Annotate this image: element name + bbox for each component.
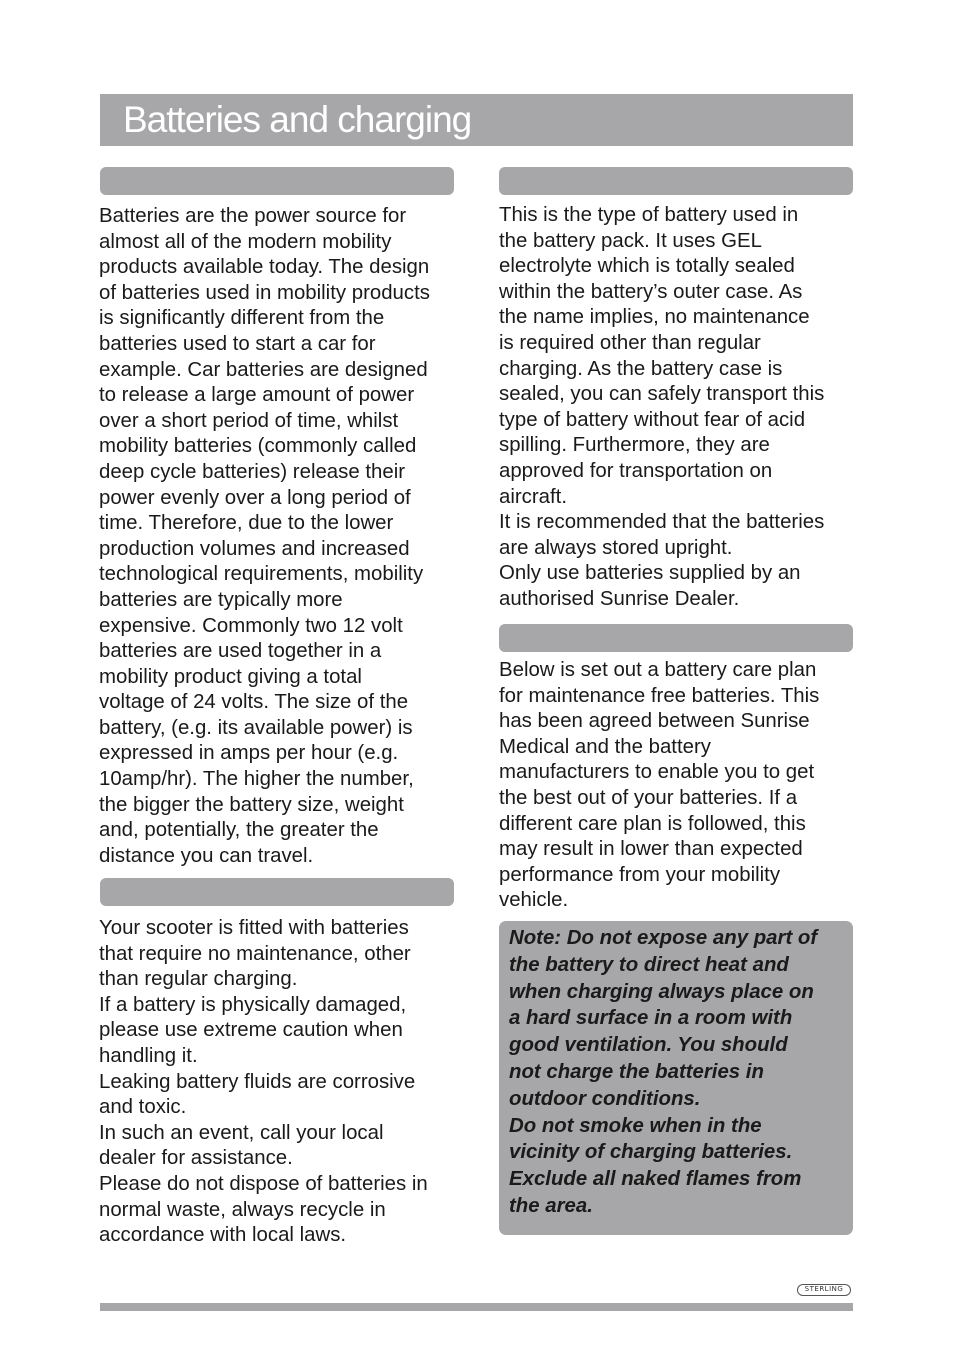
safety-note-box	[499, 921, 853, 1235]
page-title: Batteries and charging	[123, 99, 472, 140]
sterling-logo: STERLING	[797, 1284, 851, 1296]
right-section2-heading-bar	[499, 624, 853, 652]
right-section2-text: Below is set out a battery care plan for maintenance free batteries. This has been agreed between Sunrise Medical and the battery manufacturers to enable you to get the best out of your batteries. If a different care plan is followed, this may result in lower than expected performance from your mobility vehicle.	[499, 659, 820, 912]
left-section1-heading-bar	[100, 167, 454, 195]
left-section2-heading-bar	[100, 878, 454, 906]
title-bar	[100, 94, 853, 146]
safety-note-text: Note: Do not expose any part of the battery to direct heat and when charging always place on a hard surface in a room with good ventilation. You should not charge the batteries in outdoor conditions. Do not smoke when in the vicinity of charging batteries. Exclude all naked flames from the area.	[509, 927, 818, 1217]
left-section2-text: Your scooter is fitted with batteries that require no maintenance, other than regular charging. If a battery is physically damaged, please use extreme caution when handling it. Leaking battery fluids are corrosive and toxic. In such an event, call your local dealer for assistance. Please do not dispose of batteries in normal waste, always recycle in accordance with local laws.	[99, 917, 428, 1247]
left-section1-text: Batteries are the power source for almost all of the modern mobility products available today. The design of batteries used in mobility products is significantly different from the batteries used to start a car for example. Car batteries are designed to release a large amount of power over a short period of time, whilst mobility batteries (commonly called deep cycle batteries) release their power evenly over a long period of time. Therefore, due to the lower production volumes and increased technological requirements, mobility batteries are typically more expensive. Commonly two 12 volt batteries are used together in a mobility product giving a total voltage of 24 volts. The size of the battery, (e.g. its available power) is expressed in amps per hour (e.g. 10amp/hr). The higher the number, the bigger the battery size, weight and, potentially, the greater the distance you can travel.	[99, 205, 430, 867]
footer-rule	[100, 1303, 853, 1311]
right-section1-text: This is the type of battery used in the battery pack. It uses GEL electrolyte which is totally sealed within the battery’s outer case. As the name implies, no maintenance is required other than regular charging. As the battery case is sealed, you can safely transport this type of battery without fear of acid spilling. Furthermore, they are approved for transportation on aircraft. It is recommended that the batteries are always stored upright. Only use batteries supplied by an authorised Sunrise Dealer.	[499, 204, 825, 610]
right-section1-heading-bar	[499, 167, 853, 195]
